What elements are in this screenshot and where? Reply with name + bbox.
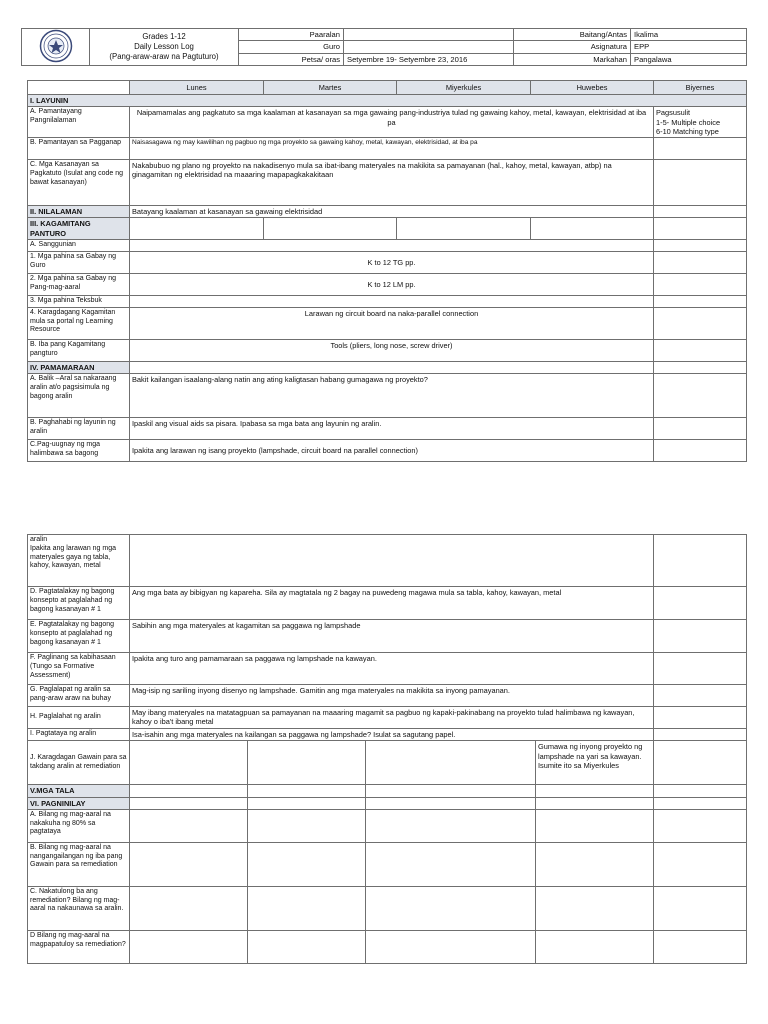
e-text[interactable]: Sabihin ang mga materyales at kagamitan sa paggawa ng lampshade [130,620,654,653]
day-lunes: Lunes [130,81,264,95]
tala-lunes[interactable] [130,785,248,797]
q-d-lunes[interactable] [130,930,248,963]
q-c-miyerkules[interactable] [366,886,536,930]
i-biyernes[interactable] [654,729,747,741]
j-label: J. Karagdagan Gawain para sa takdang aralin at remediation [28,741,130,785]
iba-pang-text[interactable]: Tools (pliers, long nose, screw driver) [130,339,654,361]
pag-uugnay-label: C.Pag-uugnay ng mga halimbawa sa bagong [28,440,130,462]
section-kagamitang: III. KAGAMITANG PANTURO [28,218,130,240]
sanggunian-label: A. Sanggunian [28,240,130,252]
iba-pang-label: B. Iba pang Kagamitang pangturo [28,339,130,361]
gabay-mag-aaral-biyernes[interactable] [654,274,747,296]
h-label: H. Paglalahat ng aralin [28,707,130,729]
section-pamamaraan: IV. PAMAMARAAN [28,361,130,373]
q-d-martes[interactable] [248,930,366,963]
title-line-2: Daily Lesson Log [134,42,194,52]
tala-martes[interactable] [248,785,366,797]
q-a-lunes[interactable] [130,809,248,842]
pagganap-label: B. Pamantayan sa Pagganap [28,138,130,160]
j-biyernes[interactable] [654,741,747,785]
guro-label: Guro [239,41,344,53]
kasanayan-biyernes[interactable] [654,160,747,206]
section-pagninilay: VI. PAGNINILAY [28,797,130,809]
gabay-guro-text[interactable]: K to 12 TG pp. [130,252,654,274]
cont-text[interactable] [130,535,654,587]
i-label: I. Pagtataya ng aralin [28,729,130,741]
pamantayang-label: A. Pamantayang Pangnilalaman [28,107,130,138]
baitang-value[interactable]: Ikalima [631,29,747,41]
paghahabi-biyernes[interactable] [654,418,747,440]
header-table [21,28,747,66]
tala-huwebes[interactable] [536,785,654,797]
guro-value[interactable] [344,41,514,53]
teksbuk-label: 3. Mga pahina Teksbuk [28,296,130,308]
q-b-label: B. Bilang ng mag-aaral na nangangailangan ng iba pang Gawain para sa remediation [28,842,130,886]
cont-biyernes[interactable] [654,535,747,587]
j-huwebes[interactable]: Gumawa ng inyong proyekto ng lampshade na yari sa kawayan. Isumite ito sa Miyerkules [536,741,654,785]
biyernes-note[interactable]: Pagsusulit 1-5- Multiple choice 6-10 Matching type [654,107,747,138]
q-c-martes[interactable] [248,886,366,930]
karagdagang-text[interactable]: Larawan ng circuit board na naka-parallel connection [130,307,654,339]
teksbuk-text[interactable] [130,296,654,308]
pag-uugnay-text[interactable]: Ipakita ang larawan ng isang proyekto (lampshade, circuit board na parallel connection) [130,440,654,462]
sanggunian-biyernes[interactable] [654,240,747,252]
q-c-label: C. Nakatulong ba ang remediation? Bilang ng mag-aaral na nakaunawa sa aralin. [28,886,130,930]
paghahabi-text[interactable]: Ipaskil ang visual aids sa pisara. Ipabasa sa mga bata ang layunin ng aralin. [130,418,654,440]
tala-miyerkules[interactable] [366,785,536,797]
days-row [28,81,747,95]
q-b-biyernes[interactable] [654,842,747,886]
seal-icon [39,29,73,63]
g-label: G. Paglalapat ng aralin sa pang-araw araw na buhay [28,685,130,707]
pagninilay-lunes[interactable] [130,797,248,809]
g-biyernes[interactable] [654,685,747,707]
q-d-miyerkules[interactable] [366,930,536,963]
kagamitang-miyerkules[interactable] [397,218,531,240]
nilalaman-text[interactable]: Batayang kaalaman at kasanayan sa gawaing elektrisidad [130,206,654,218]
kagamitang-biyernes[interactable] [654,218,747,240]
paghahabi-label: B. Paghahabi ng layunin ng aralin [28,418,130,440]
karagdagang-label: 4. Karagdagang Kagamitan mula sa portal ng Learning Resource [28,307,130,339]
pagninilay-biyernes[interactable] [654,797,747,809]
kagamitang-huwebes[interactable] [531,218,654,240]
q-d-label: D Bilang ng mag-aaral na magpapatuloy sa remediation? [28,930,130,963]
balik-aral-text[interactable]: Bakit kailangan isaalang-alang natin ang ating kaligtasan habang gumagawa ng proyekto? [130,374,654,418]
d-biyernes[interactable] [654,587,747,620]
q-d-biyernes[interactable] [654,930,747,963]
balik-aral-label: A. Balik –Aral sa nakaraang aralin at/o pagsisimula ng bagong aralin [28,374,130,418]
day-martes: Martes [264,81,397,95]
sanggunian-text[interactable] [130,240,654,252]
q-b-miyerkules[interactable] [366,842,536,886]
q-a-martes[interactable] [248,809,366,842]
petsa-value[interactable]: Setyembre 19- Setyembre 23, 2016 [344,53,514,66]
q-c-huwebes[interactable] [536,886,654,930]
nilalaman-biyernes[interactable] [654,206,747,218]
lesson-table-page-1 [27,80,747,462]
pagninilay-huwebes[interactable] [536,797,654,809]
paaralan-label: Paaralan [239,29,344,41]
q-d-huwebes[interactable] [536,930,654,963]
h-biyernes[interactable] [654,707,747,729]
q-a-biyernes[interactable] [654,809,747,842]
pamamaraan-biyernes[interactable] [654,361,747,373]
teksbuk-biyernes[interactable] [654,296,747,308]
section-layunin: I. LAYUNIN [28,95,747,107]
markahan-value[interactable]: Pangalawa [631,53,747,66]
day-biyernes: Biyernes [654,81,747,95]
pamamaraan-text[interactable] [130,361,654,373]
q-c-lunes[interactable] [130,886,248,930]
i-text[interactable]: Isa-isahin ang mga materyales na kailangan sa paggawa ng lampshade? Isulat sa sagutang papel. [130,729,654,741]
e-label: E. Pagtatalakay ng bagong konsepto at paglalahad ng bagong kasanayan # 1 [28,620,130,653]
f-text[interactable]: Ipakita ang turo ang pamamaraan sa paggawa ng lampshade na kawayan. [130,653,654,685]
paaralan-value[interactable] [344,29,514,41]
petsa-label: Petsa/ oras [239,53,344,66]
baitang-label: Baitang/Antas [514,29,631,41]
j-miyerkules[interactable] [366,741,536,785]
kasanayan-label: C. Mga Kasanayan sa Pagkatuto (Isulat ang code ng bawat kasanayan) [28,160,130,206]
lesson-table-page-2 [27,534,747,964]
f-biyernes[interactable] [654,653,747,685]
d-text[interactable]: Ang mga bata ay bibigyan ng kapareha. Sila ay magtatala ng 2 bagay na puwedeng magawa mula sa tabla, kahoy, kawayan, metal [130,587,654,620]
kasanayan-text[interactable]: Nakabubuo ng plano ng proyekto na nakadisenyo mula sa ibat-ibang materyales na makikita sa pamayanan (hal., kahoy, metal, kawayan, atbp) na ginagamitan ng elektrisidad na maaaring mapapagkakakitaan [130,160,654,206]
markahan-label: Markahan [514,53,631,66]
karagdagang-biyernes[interactable] [654,307,747,339]
asignatura-label: Asignatura [514,41,631,53]
q-a-miyerkules[interactable] [366,809,536,842]
iba-pang-biyernes[interactable] [654,339,747,361]
h-text[interactable]: May ibang materyales na matatagpuan sa pamayanan na maaaring magamit sa pagbuo ng kapaki-pakinabang na proyekto tulad halimbawa ng kawayan, kahoy o iba't ibang metal [130,707,654,729]
day-blank [28,81,130,95]
e-biyernes[interactable] [654,620,747,653]
pagganap-text[interactable]: Naisasagawa ng may kawilihan ng pagbuo ng mga proyekto sa gawaing kahoy, metal, kawayan, elektrisidad, at iba pa [130,138,654,160]
q-b-lunes[interactable] [130,842,248,886]
kagamitang-lunes[interactable] [130,218,264,240]
pag-uugnay-biyernes[interactable] [654,440,747,462]
d-label: D. Pagtatalakay ng bagong konsepto at paglalahad ng bagong kasanayan # 1 [28,587,130,620]
q-b-huwebes[interactable] [536,842,654,886]
pagninilay-miyerkules[interactable] [366,797,536,809]
j-lunes[interactable] [130,741,248,785]
f-label: F. Paglinang sa kabihasaan (Tungo sa Formative Assessment) [28,653,130,685]
j-martes[interactable] [248,741,366,785]
pagninilay-martes[interactable] [248,797,366,809]
cont-label: aralin Ipakita ang larawan ng mga materyales gaya ng tabla, kahoy, kawayan, metal [28,535,130,587]
title-line-1: Grades 1-12 [142,32,186,42]
gabay-mag-aaral-label: 2. Mga pahina sa Gabay ng Pang-mag-aaral [28,274,130,296]
g-text[interactable]: Mag-isip ng sariling inyong disenyo ng lampshade. Gamitin ang mga materyales na makikita sa inyong pamayanan. [130,685,654,707]
q-b-martes[interactable] [248,842,366,886]
gabay-guro-biyernes[interactable] [654,252,747,274]
pamantayang-text[interactable]: Naipamamalas ang pagkatuto sa mga kaalaman at kasanayan sa mga gawaing pang-industriya tulad ng gawaing kahoy, metal, kawayan, elektrisidad at iba pa [130,107,654,138]
q-a-label: A. Bilang ng mag-aaral na nakakuha ng 80% sa pagtataya [28,809,130,842]
section-nilalaman: II. NILALAMAN [28,206,130,218]
day-miyerkules: Miyerkules [397,81,531,95]
balik-aral-biyernes[interactable] [654,374,747,418]
title-line-3: (Pang-araw-araw na Pagtuturo) [109,52,219,62]
q-c-biyernes[interactable] [654,886,747,930]
day-huwebes: Huwebes [531,81,654,95]
gabay-mag-aaral-text[interactable]: K to 12 LM pp. [130,274,654,296]
section-tala: V.MGA TALA [28,785,130,797]
tala-biyernes[interactable] [654,785,747,797]
asignatura-value[interactable]: EPP [631,41,747,53]
deped-seal [22,29,90,66]
q-a-huwebes[interactable] [536,809,654,842]
kagamitang-martes[interactable] [264,218,397,240]
log-title [90,29,239,66]
pagganap-biyernes[interactable] [654,138,747,160]
gabay-guro-label: 1. Mga pahina sa Gabay ng Guro [28,252,130,274]
